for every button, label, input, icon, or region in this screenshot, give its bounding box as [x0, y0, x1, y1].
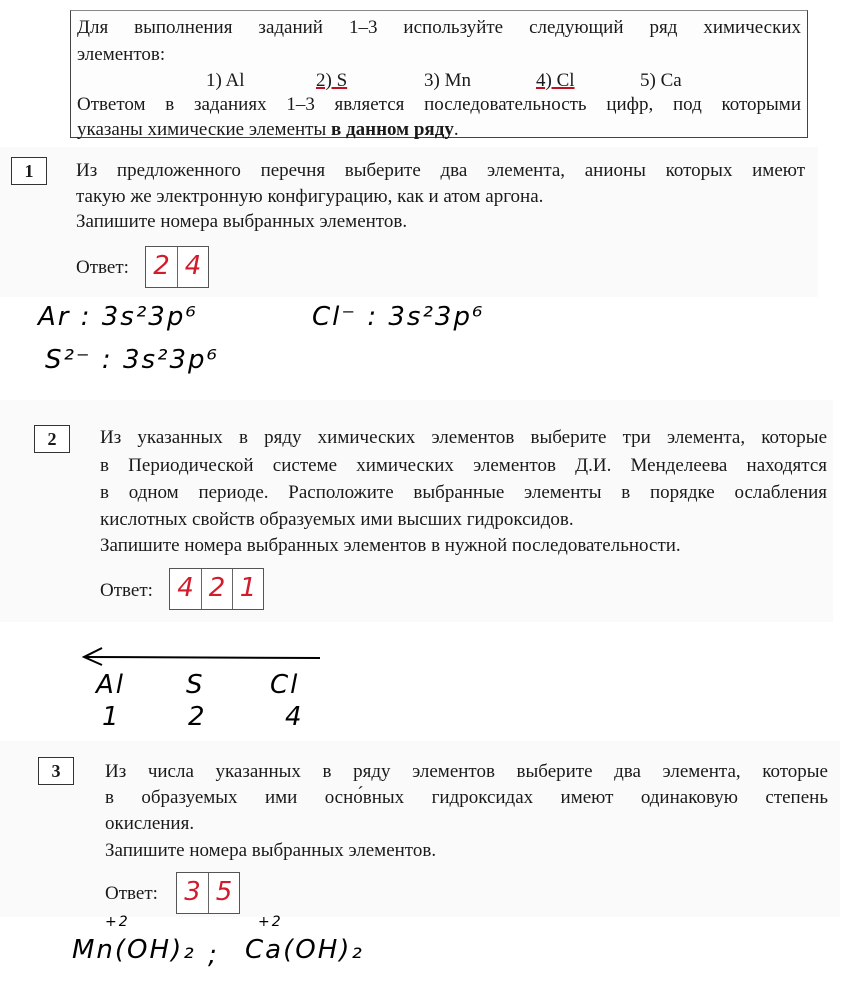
note-ca-oxidation: +2 [258, 914, 283, 930]
emphasis-text: в данном ряду [331, 119, 454, 140]
note-chloride-config: Cl⁻ : 3s²3p⁶ [312, 302, 485, 332]
answer-cell[interactable]: 4 [177, 247, 208, 287]
note-ca-hydroxide: Ca(OH)₂ [245, 935, 364, 965]
task-1-number: 1 [11, 157, 47, 185]
element-4: 4) Cl [536, 70, 575, 91]
task-2-number: 2 [34, 425, 70, 453]
task-2-line-1: Из указанных в ряду химических элементов выберите три элемента, которые [100, 427, 827, 448]
intro-line-2: элементов: [77, 44, 166, 65]
task-3-line-3: окисления. [105, 813, 195, 834]
answer-cell[interactable]: 3 [184, 877, 201, 907]
arrow-left-icon [80, 645, 325, 669]
task-2-answer-field[interactable] [169, 568, 264, 610]
note-argon-config: Ar : 3s²3p⁶ [38, 302, 198, 332]
task-1-answer-field[interactable] [145, 246, 209, 288]
task-3-line-2: в образуемых ими осно́вных гидроксидах имеют одинаковую степень [105, 787, 828, 808]
note-number-4: 4 [285, 702, 304, 732]
answer-cell[interactable]: 1 [232, 569, 263, 609]
element-1: 1) Al [206, 70, 245, 91]
note-mn-hydroxide: Mn(OH)₂ [72, 935, 196, 965]
answer-cell[interactable]: 2 [201, 569, 232, 609]
task-2-line-4: кислотных свойств образуемых ими высших гидроксидов. [100, 509, 574, 530]
intro-line-1: Для выполнения заданий 1–3 используйте следующий ряд химических [77, 17, 801, 38]
answer-cell[interactable]: 4 [177, 573, 194, 603]
intro-line-4: указаны химические элементы в данном ряду. [77, 119, 459, 140]
task-3-line-4: Запишите номера выбранных элементов. [105, 840, 437, 861]
task-1-line-2: такую же электронную конфигурацию, как и атом аргона. [76, 186, 544, 207]
task-2-line-5: Запишите номера выбранных элементов в нужной последовательности. [100, 535, 681, 556]
note-number-1: 1 [102, 702, 121, 732]
task-2-line-2: в Периодической системе химических элементов Д.И. Менделеева находятся [100, 455, 827, 476]
task-1-line-1: Из предложенного перечня выберите два элемента, анионы которых имеют [76, 160, 805, 181]
note-separator: ; [208, 940, 219, 970]
element-2: 2) S [316, 70, 348, 91]
task-3-number: 3 [38, 757, 74, 785]
note-symbol-cl: Cl [270, 670, 300, 700]
task-3-answer-field[interactable] [176, 872, 240, 914]
task-1-line-3: Запишите номера выбранных элементов. [76, 211, 408, 232]
intro-line-3: Ответом в заданиях 1–3 является последовательность цифр, под которыми [77, 94, 801, 115]
task-2-line-3: в одном периоде. Расположите выбранные элементы в порядке ослабления [100, 482, 827, 503]
task-3-answer-label: Ответ: [105, 883, 158, 904]
task-1-answer-label: Ответ: [76, 257, 129, 278]
note-number-2: 2 [188, 702, 207, 732]
element-5: 5) Ca [640, 70, 682, 91]
note-symbol-s: S [186, 670, 205, 700]
instructions-box [70, 10, 808, 138]
note-sulfide-config: S²⁻ : 3s²3p⁶ [45, 345, 219, 375]
answer-cell[interactable]: 5 [208, 873, 239, 913]
element-3: 3) Mn [424, 70, 471, 91]
task-3-line-1: Из числа указанных в ряду элементов выберите два элемента, которые [105, 761, 828, 782]
note-mn-oxidation: +2 [105, 914, 130, 930]
answer-cell[interactable]: 2 [153, 251, 170, 281]
task-2-answer-label: Ответ: [100, 580, 153, 601]
note-symbol-al: Al [96, 670, 126, 700]
